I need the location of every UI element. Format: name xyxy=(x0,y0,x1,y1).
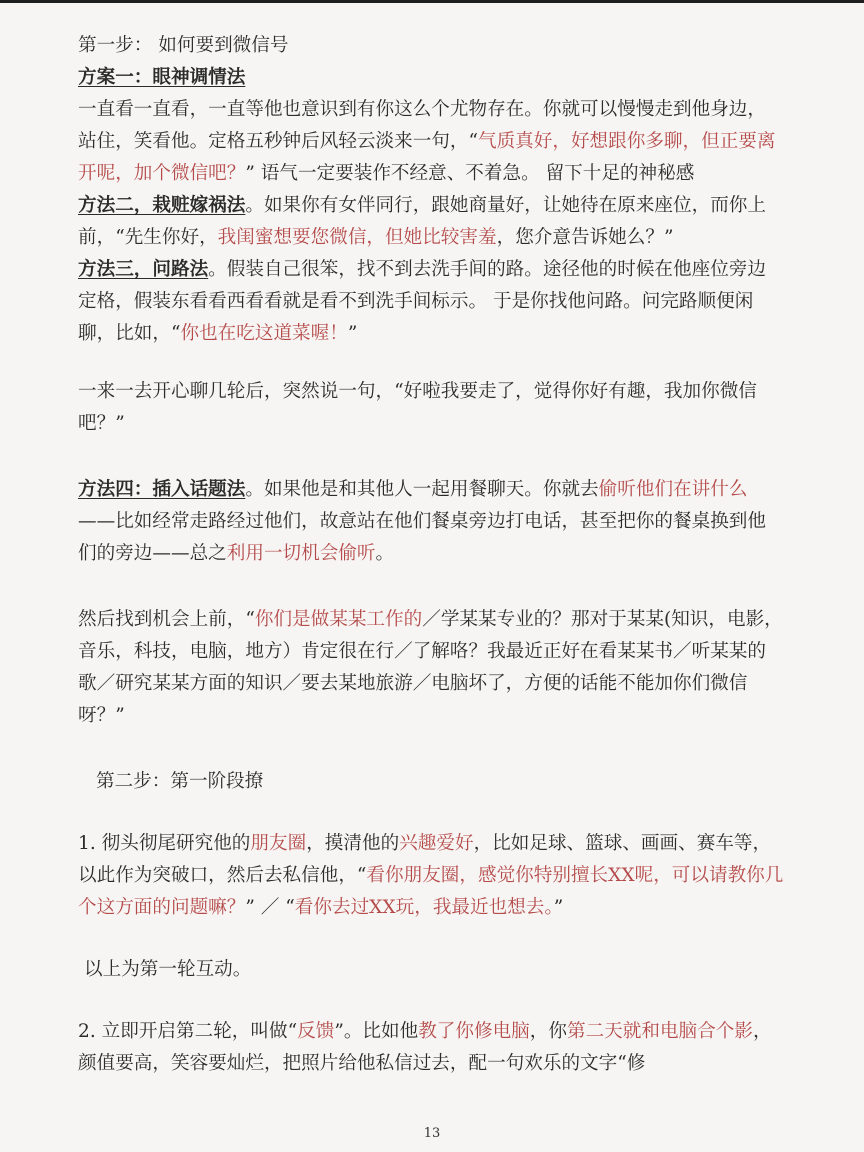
item1-text-3: ，比如足球、篮球、画画、赛车等，以此作为突破口，然后去私信他，“ xyxy=(78,833,772,886)
method2-text-1: 。如果你有女伴同行，跟她商量好，让她待在原来座位，而你上前，“先生你好， xyxy=(78,195,766,248)
item1-highlight-1: 朋友圈 xyxy=(250,833,307,854)
method2-title: 方法二，栽赃嫁祸法 xyxy=(78,195,246,216)
round1-note: 以上为第一轮互动。 xyxy=(84,959,252,980)
item1-quote-1: 看你朋友圈，感觉你特别擅长XX呢，可以请教你几个这方面的问题嘛？ xyxy=(78,865,784,918)
plan1-title-line xyxy=(78,62,784,94)
page-number: 13 xyxy=(423,1126,441,1141)
item1-text-2: ，摸清他的 xyxy=(306,833,400,854)
plan1-quote: 气质真好，好想跟你多聊，但正要离开呢，加个微信吧？ xyxy=(78,131,776,184)
method4-text-3: 。 xyxy=(375,543,395,564)
method3-text-1: 。假装自己很笨，找不到去洗手间的路。途径他的时候在他座位旁边定格，假装东看看西看看就是看不到洗手间标示。 于是你找他问路。问完路顺便闲聊，比如，“ xyxy=(78,259,766,344)
method3-quote: 你也在吃这道菜喔！ xyxy=(180,323,348,344)
method3-paragraph xyxy=(78,254,784,350)
method4-highlight-1: 偷听他们在讲什么 xyxy=(598,479,748,500)
method2-quote: 我闺蜜想要您微信，但她比较害羞 xyxy=(217,227,497,248)
method4-paragraph xyxy=(78,474,784,570)
step2-item-1 xyxy=(78,828,784,924)
item1-text-1: 1. 彻头彻尾研究他的 xyxy=(78,833,251,854)
step2-heading: 第二步：第一阶段撩 xyxy=(96,771,264,792)
chance-text-2: ／学某某专业的？那对于某某(知识，电影，音乐，科技，电脑，地方）肯定很在行／了解咯？我最近正好在看某某书／听某某的歌／研究某某方面的知识／要去某地旅游／电脑坏了，方便的话能不能加你们微信呀？” xyxy=(78,609,783,726)
method3-text-2: ” xyxy=(347,323,358,344)
method4-text-1: 。如果他是和其他人一起用餐聊天。你就去 xyxy=(245,479,599,500)
chance-quote: 你们是做某某工作的 xyxy=(254,609,423,630)
plan1-paragraph xyxy=(78,94,784,190)
chance-text-1: 然后找到机会上前，“ xyxy=(78,609,255,630)
item2-highlight-2: 教了你修电脑 xyxy=(418,1021,530,1042)
top-border xyxy=(0,0,864,3)
item2-highlight-1: 反馈 xyxy=(297,1021,335,1042)
method2-text-2: ，您介意告诉她么？” xyxy=(496,227,674,248)
leave-paragraph: 一来一去开心聊几轮后，突然说一句，“好啦我要走了，觉得你好有趣，我加你微信吧？” xyxy=(78,381,757,434)
item2-text-3: ，你 xyxy=(529,1021,567,1042)
method4-highlight-2: 利用一切机会偷听 xyxy=(226,543,376,564)
plan1-title: 方案一：眼神调情法 xyxy=(78,67,246,88)
plan1-text-2: ” 语气一定要装作不经意、不着急。 留下十足的神秘感 xyxy=(245,163,695,184)
item1-text-4: ” ／ “ xyxy=(245,897,295,918)
chance-paragraph xyxy=(78,604,784,732)
document-page xyxy=(78,30,784,1080)
method4-text-2: ——比如经常走路经过他们，故意站在他们餐桌旁边打电话，甚至把你的餐桌换到他们的旁边——总之 xyxy=(78,511,766,564)
item1-text-5: ” xyxy=(553,897,564,918)
item2-highlight-3: 第二天就和电脑合个影 xyxy=(566,1021,753,1042)
step1-heading: 第一步： 如何要到微信号 xyxy=(78,35,289,56)
item2-text-2: ”。比如他 xyxy=(334,1021,419,1042)
item2-text-4: ，颜值要高，笑容要灿烂，把照片给他私信过去，配一句欢乐的文字“修 xyxy=(78,1021,772,1074)
item2-text-1: 2. 立即开启第二轮，叫做“ xyxy=(78,1021,298,1042)
method4-title: 方法四：插入话题法 xyxy=(78,479,246,500)
method2-paragraph xyxy=(78,190,784,254)
step2-item-2 xyxy=(78,1016,784,1080)
method3-title: 方法三，问路法 xyxy=(78,259,209,280)
item1-quote-2: 看你去过XX玩，我最近也想去。 xyxy=(294,897,554,918)
item1-highlight-2: 兴趣爱好 xyxy=(399,833,474,854)
plan1-text-1: 一直看一直看，一直等他也意识到有你这么个尤物存在。你就可以慢慢走到他身边，站住，笑看他。定格五秒钟后风轻云淡来一句，“ xyxy=(78,99,766,152)
